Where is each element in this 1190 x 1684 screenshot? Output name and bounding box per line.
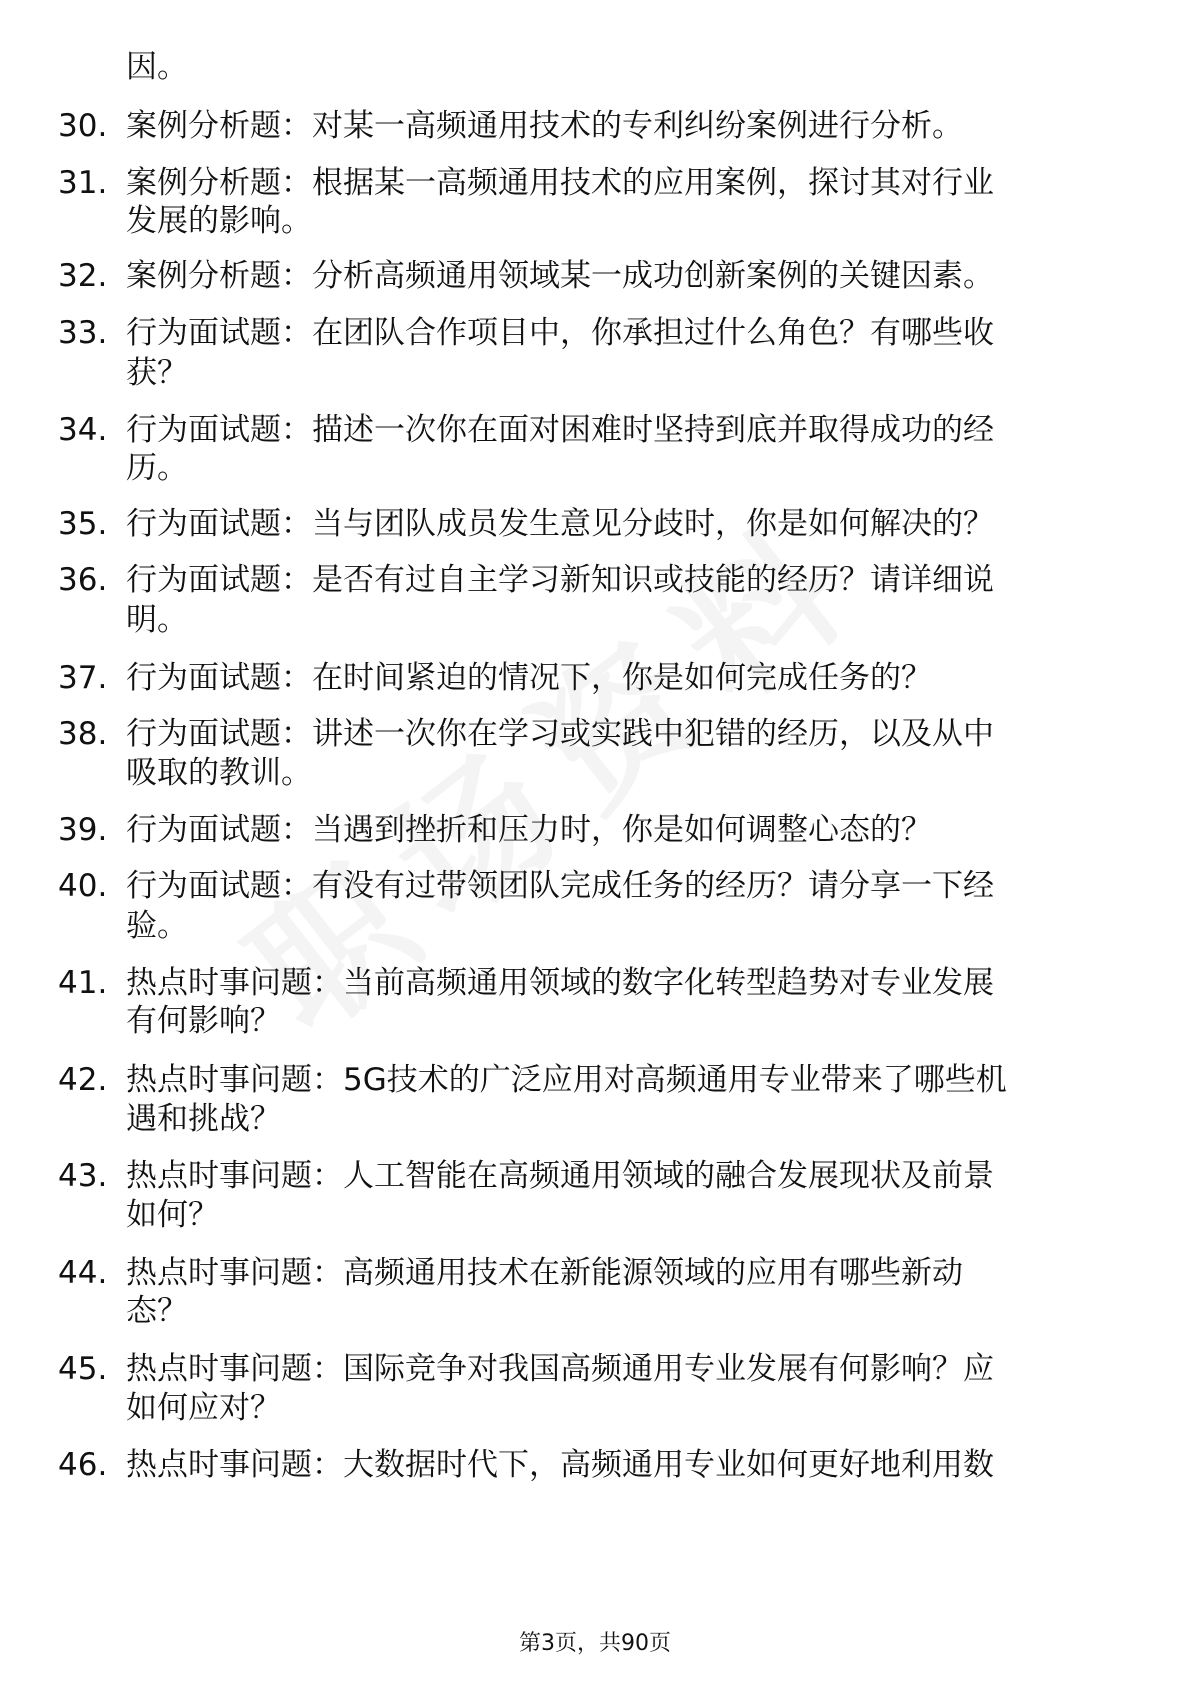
item-text-line: 行为面试题：在时间紧迫的情况下，你是如何完成任务的？ (126, 660, 932, 696)
item-text (126, 714, 1126, 793)
item-text-line: 热点时事问题：大数据时代下，高频通用专业如何更好地利用数 (126, 1447, 994, 1483)
item-text (126, 1156, 1126, 1235)
item-text-line: 验。 (126, 908, 188, 944)
item-text (126, 47, 1126, 87)
item-number: 39. (58, 812, 108, 848)
item-number: 38. (58, 716, 108, 752)
item-text-line: 遇和挑战？ (126, 1101, 281, 1137)
item-number: 31. (58, 165, 108, 201)
item-text (126, 106, 1126, 146)
item-text (126, 1349, 1126, 1428)
item-text (126, 504, 1126, 544)
item-text-line: 如何应对？ (126, 1390, 281, 1426)
item-text-line: 案例分析题：对某一高频通用技术的专利纠纷案例进行分析。 (126, 108, 963, 144)
item-text-line: 历。 (126, 450, 188, 486)
item-number: 37. (58, 660, 108, 696)
item-text (126, 163, 1126, 241)
item-text (126, 1060, 1126, 1139)
item-text-line: 案例分析题：根据某一高频通用技术的应用案例，探讨其对行业 (126, 165, 994, 201)
item-text-line: 行为面试题：描述一次你在面对困难时坚持到底并取得成功的经 (126, 412, 994, 448)
item-text (126, 560, 1126, 640)
item-number: 45. (58, 1351, 108, 1387)
item-text (126, 410, 1126, 488)
item-number: 33. (58, 315, 108, 351)
item-text-line: 有何影响？ (126, 1003, 281, 1039)
item-text-line: 行为面试题：讲述一次你在学习或实践中犯错的经历，以及从中 (126, 716, 994, 752)
item-text (126, 256, 1126, 296)
item-text (126, 1445, 1126, 1485)
item-text-line: 热点时事问题：人工智能在高频通用领域的融合发展现状及前景 (126, 1158, 994, 1194)
item-text-line: 案例分析题：分析高频通用领域某一成功创新案例的关键因素。 (126, 258, 994, 294)
item-number: 41. (58, 965, 108, 1001)
item-number: 30. (58, 108, 108, 144)
item-number: 36. (58, 562, 108, 598)
item-number: 43. (58, 1158, 108, 1194)
item-text-line: 因。 (126, 49, 188, 85)
item-text (126, 866, 1126, 946)
item-text (126, 963, 1126, 1041)
item-text-line: 行为面试题：当与团队成员发生意见分歧时，你是如何解决的？ (126, 506, 994, 542)
item-text (126, 313, 1126, 393)
item-text-line: 热点时事问题：高频通用技术在新能源领域的应用有哪些新动 (126, 1255, 963, 1291)
item-text (126, 658, 1126, 698)
item-text-line: 热点时事问题：5G技术的广泛应用对高频通用专业带来了哪些机 (126, 1062, 1007, 1098)
item-text-line: 行为面试题：当遇到挫折和压力时，你是如何调整心态的？ (126, 812, 932, 848)
item-text (126, 1253, 1126, 1331)
item-text (126, 810, 1126, 850)
item-text-line: 态？ (126, 1293, 188, 1329)
item-number: 34. (58, 412, 108, 448)
item-number: 32. (58, 258, 108, 294)
item-text-line: 如何？ (126, 1197, 219, 1233)
item-text-line: 行为面试题：是否有过自主学习新知识或技能的经历？请详细说 (126, 562, 994, 598)
item-text-line: 明。 (126, 602, 188, 638)
item-text-line: 热点时事问题：当前高频通用领域的数字化转型趋势对专业发展 (126, 965, 994, 1001)
item-text-line: 行为面试题：有没有过带领团队完成任务的经历？请分享一下经 (126, 868, 994, 904)
item-text-line: 热点时事问题：国际竞争对我国高频通用专业发展有何影响？应 (126, 1351, 994, 1387)
item-text-line: 行为面试题：在团队合作项目中，你承担过什么角色？有哪些收 (126, 315, 994, 351)
item-text-line: 吸取的教训。 (126, 755, 312, 791)
item-text-line: 获？ (126, 355, 188, 391)
item-number: 44. (58, 1255, 108, 1291)
item-number: 35. (58, 506, 108, 542)
page-footer: 第3页，共90页 (519, 1631, 671, 1656)
item-number: 46. (58, 1447, 108, 1483)
item-text-line: 发展的影响。 (126, 203, 312, 239)
item-number: 40. (58, 868, 108, 904)
item-number: 42. (58, 1062, 108, 1098)
